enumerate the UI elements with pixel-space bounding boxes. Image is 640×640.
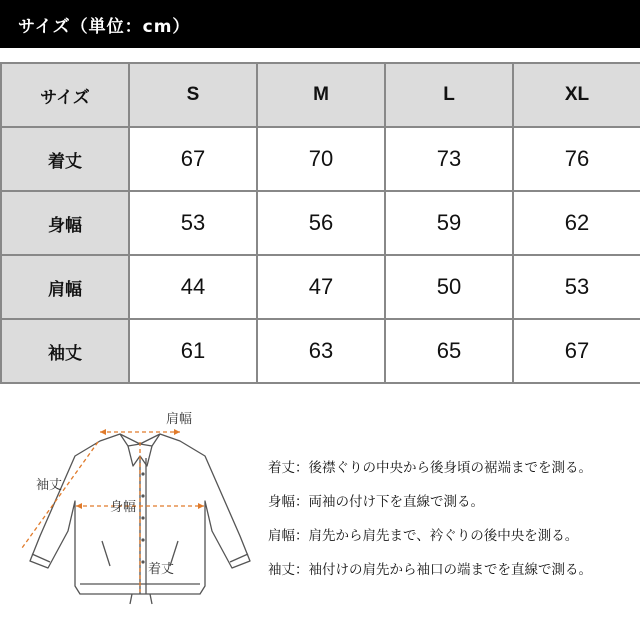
row-header: 袖丈 [1,319,129,383]
table-row [1,319,640,383]
table-cell: 47 [257,255,385,319]
sleeve-length-label: 袖丈 [36,478,63,493]
note-sleeve-length: 袖丈：袖付けの肩先から袖口の端までを直線で測る。 [268,562,592,578]
table-cell: 59 [385,191,513,255]
column-header: M [257,63,385,127]
column-header: XL [513,63,640,127]
table-cell: 67 [513,319,640,383]
table-row [1,127,640,191]
table-cell: 76 [513,127,640,191]
table-cell: 44 [129,255,257,319]
shoulder-width-label: 肩幅 [166,412,193,427]
table-cell: 73 [385,127,513,191]
row-header: 肩幅 [1,255,129,319]
table-cell: 56 [257,191,385,255]
row-header: 身幅 [1,191,129,255]
note-length: 着丈：後襟ぐりの中央から後身頃の裾端までを測る。 [268,460,592,476]
body-length-label: 着丈 [148,562,175,577]
table-cell: 53 [129,191,257,255]
table-cell: 53 [513,255,640,319]
column-header: S [129,63,257,127]
table-cell: 50 [385,255,513,319]
table-cell: 67 [129,127,257,191]
note-body-width: 身幅：両袖の付け下を直線で測る。 [268,494,484,510]
corner-cell: サイズ [1,63,129,127]
size-table [0,62,640,384]
table-row [1,255,640,319]
table-cell: 62 [513,191,640,255]
column-header: L [385,63,513,127]
measurement-notes [268,456,638,592]
button-dots [141,472,144,563]
table-cell: 61 [129,319,257,383]
table-row [1,191,640,255]
sleeve-measure-line [22,442,98,548]
table-header-row [1,63,640,127]
row-header: 着丈 [1,127,129,191]
jacket-diagram [0,396,260,626]
header-bar [0,0,640,48]
table-cell: 65 [385,319,513,383]
table-cell: 63 [257,319,385,383]
note-shoulder-width: 肩幅：肩先から肩先まで、衿ぐりの後中央を測る。 [268,528,579,544]
body-width-label: 身幅 [110,500,137,515]
table-cell: 70 [257,127,385,191]
page-title: サイズ（単位：cm） [18,16,191,37]
